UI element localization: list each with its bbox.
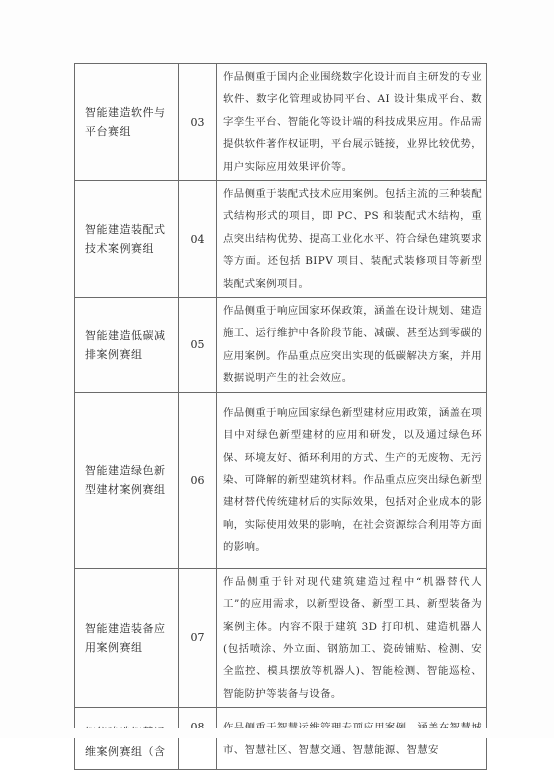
group-description-cell: 作品侧重于国内企业围绕数字化设计而自主研发的专业软件、数字化管理或协同平台、AI 设计集成平台、数字孪生平台、智能化等设计端的科技成果应用。作品需提供软件著作权证明，平台展示链接，业界比较优势，用户实际应用效果评价等。	[217, 64, 487, 181]
competition-groups-table	[74, 63, 487, 770]
table-row	[75, 392, 487, 568]
group-number-cell: 06	[179, 392, 217, 568]
table-row	[75, 64, 487, 181]
group-description-cell: 作品侧重于响应国家环保政策，涵盖在设计规划、建造施工、运行维护中各阶段节能、减碳、甚至达到零碳的应用案例。作品重点应突出实现的低碳解决方案，并用数据说明产生的社会效应。	[217, 298, 487, 393]
group-name-text: 维案例赛组（含	[85, 744, 166, 758]
group-description-text: 市、智慧社区、智慧交通、智慧能源、智慧安	[223, 744, 439, 757]
group-description-cell: 作品侧重于装配式技术应用案例。包括主流的三种装配式结构形式的项目，即 PC、PS 和装配式木结构，重点突出结构优势、提高工业化水平、符合绿色建筑要求等方面。还包括 BIPV 项目、装配式装修项目等新型装配式案例项目。	[217, 181, 487, 298]
table-row	[75, 181, 487, 298]
group-number-cell: 07	[179, 568, 217, 707]
group-name-cell: 智能建造装配式技术案例赛组	[75, 181, 179, 298]
group-description-cell	[217, 708, 487, 770]
group-number-cell	[179, 708, 217, 770]
group-description-cell: 作品侧重于响应国家绿色新型建材应用政策，涵盖在项目中对绿色新型建材的应用和研发，以及通过绿色环保、环境友好、循环利用的方式、生产的无废物、无污染、可降解的新型建筑材料。作品重点应突出绿色新型建材替代传统建材后的实际效果，包括对企业成本的影响，实际使用效果的影响，在社会资源综合利用等方面的影响。	[217, 392, 487, 568]
group-name-cell: 智能建造软件与平台赛组	[75, 64, 179, 181]
table-row	[75, 298, 487, 393]
group-number-cell: 03	[179, 64, 217, 181]
page-bottom-edge	[0, 728, 554, 738]
group-name-cell: 智能建造低碳减排案例赛组	[75, 298, 179, 393]
table-row	[75, 568, 487, 707]
group-number-cell: 04	[179, 181, 217, 298]
group-name-cell: 智能建造装备应用案例赛组	[75, 568, 179, 707]
group-name-cell	[75, 708, 179, 770]
group-name-cell: 智能建造绿色新型建材案例赛组	[75, 392, 179, 568]
table-row	[75, 708, 487, 770]
group-description-cell: 作品侧重于针对现代建筑建造过程中“机器替代人工”的应用需求，以新型设备、新型工具、新型装备为案例主体。内容不限于建筑 3D 打印机、建造机器人(包括喷涂、外立面、钢筋加工、瓷砖铺贴、检测、安全监控、模具摆放等机器人)、智能检测、智能巡检、智能防护等装备与设备。	[217, 568, 487, 707]
group-number-cell: 05	[179, 298, 217, 393]
